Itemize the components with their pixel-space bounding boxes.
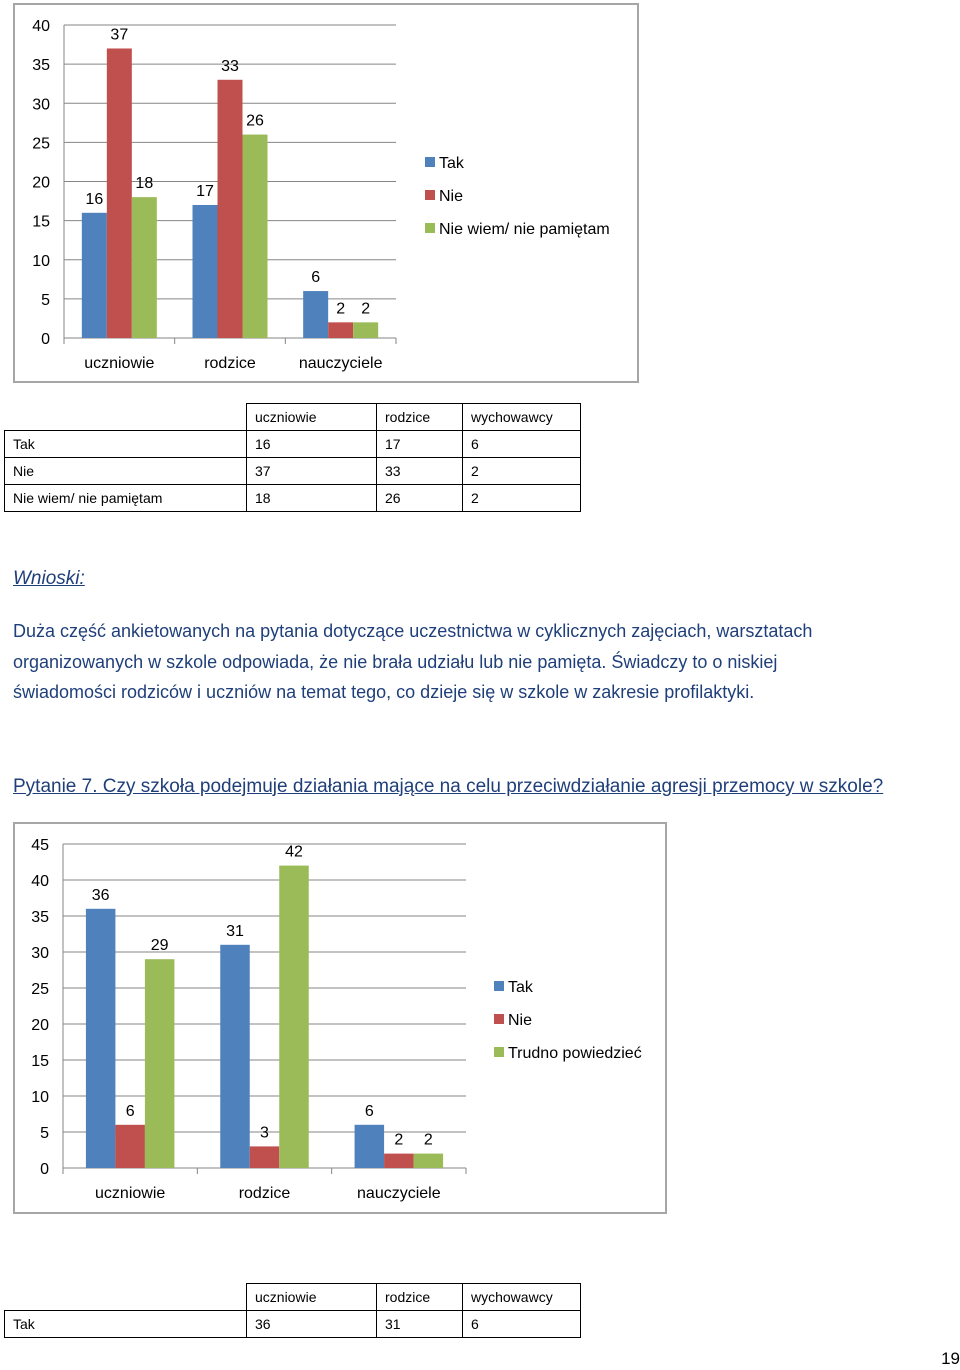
x-category-label: nauczyciele [298, 355, 383, 372]
table-cell: 33 [377, 458, 463, 485]
y-tick-label: 10 [32, 252, 50, 270]
y-tick-label: 15 [31, 1053, 49, 1070]
y-tick-label: 20 [32, 174, 50, 192]
table-header-cell: uczniowie [247, 404, 377, 431]
table-header-cell: uczniowie [247, 1284, 377, 1311]
bar-tak [303, 291, 328, 338]
data-table-aggression-prevention [4, 1283, 581, 1338]
y-tick-label: 15 [32, 213, 50, 231]
x-category-label: uczniowie [95, 1185, 166, 1202]
data-label: 31 [226, 922, 244, 940]
data-label: 2 [394, 1131, 404, 1149]
legend-swatch [494, 1047, 504, 1057]
data-label: 18 [135, 175, 154, 193]
y-tick-label: 20 [31, 1017, 49, 1034]
table-cell: 17 [377, 431, 463, 458]
table-cell: 2 [463, 458, 581, 485]
bar-nie [115, 1125, 144, 1168]
data-label: 16 [85, 190, 104, 208]
conclusions-paragraph [13, 616, 943, 708]
chart-participation-svg [15, 5, 637, 381]
legend-label: Nie [508, 1012, 533, 1029]
x-category-label: uczniowie [84, 355, 155, 372]
table-cell: 31 [377, 1311, 463, 1338]
y-tick-label: 35 [32, 57, 50, 75]
conclusions-line: świadomości rodziców i uczniów na temat tego, co dzieje się w szkole w zakresie profilaktyki. [13, 682, 755, 702]
table-cell: 18 [247, 485, 377, 512]
conclusions-heading: Wnioski: [13, 568, 85, 589]
data-label: 42 [285, 843, 303, 861]
table-cell: 2 [463, 485, 581, 512]
table-row [5, 458, 581, 485]
bar-tak [193, 205, 218, 338]
table-cell: 37 [247, 458, 377, 485]
y-tick-label: 30 [31, 945, 49, 962]
legend-swatch [494, 1014, 504, 1024]
table-header-cell: wychowawcy [463, 1284, 581, 1311]
bar-tak [355, 1125, 385, 1168]
legend-swatch [425, 157, 435, 167]
legend-label: Nie wiem/ nie pamiętam [439, 221, 610, 238]
data-label: 33 [221, 57, 239, 75]
bar-nie [250, 1146, 280, 1168]
data-label: 36 [91, 886, 110, 904]
legend-swatch [494, 981, 504, 991]
y-tick-label: 30 [32, 96, 50, 114]
y-tick-label: 5 [40, 1125, 49, 1142]
data-label: 26 [246, 112, 264, 130]
data-label: 6 [364, 1102, 374, 1120]
bar-tak [220, 945, 250, 1168]
table-row [5, 1311, 581, 1338]
x-category-label: nauczyciele [357, 1185, 441, 1202]
table-header-cell: rodzice [377, 1284, 463, 1311]
y-tick-label: 0 [40, 1161, 49, 1178]
table-cell: 6 [463, 1311, 581, 1338]
bar-trudno-powiedzieć [279, 866, 309, 1168]
bar-nie-wiem-nie-pamiętam [243, 135, 268, 338]
table-cell: 6 [463, 431, 581, 458]
legend-swatch [425, 223, 435, 233]
bar-trudno-powiedzieć [145, 959, 175, 1168]
chart-participation [13, 3, 639, 383]
bar-nie [107, 48, 132, 338]
bar-trudno-powiedzieć [414, 1154, 444, 1168]
table-cell: 26 [377, 485, 463, 512]
data-label: 2 [423, 1131, 433, 1149]
y-tick-label: 40 [32, 18, 50, 35]
data-label: 2 [361, 300, 371, 318]
y-tick-label: 10 [31, 1089, 49, 1106]
conclusions-line: organizowanych w szkole odpowiada, że nie brała udziału lub nie pamięta. Świadczy to o niskiej [13, 651, 778, 672]
y-tick-label: 40 [31, 873, 49, 890]
y-tick-label: 0 [41, 331, 50, 348]
legend-label: Tak [439, 155, 464, 172]
y-tick-label: 25 [31, 981, 49, 998]
bar-tak [86, 909, 116, 1168]
table-row-label: Nie wiem/ nie pamiętam [5, 485, 247, 512]
bar-nie-wiem-nie-pamiętam [132, 197, 157, 338]
x-category-label: rodzice [238, 1185, 291, 1202]
data-label: 2 [336, 300, 346, 318]
data-label: 29 [150, 937, 169, 955]
bar-tak [82, 213, 107, 338]
bar-nie [218, 80, 243, 338]
chart-aggression-prevention-svg [15, 824, 665, 1212]
legend-label: Tak [508, 979, 533, 996]
data-label: 6 [125, 1102, 135, 1120]
table-cell: 36 [247, 1311, 377, 1338]
table-row-label: Tak [5, 431, 247, 458]
y-tick-label: 5 [41, 291, 50, 309]
x-category-label: rodzice [204, 355, 256, 372]
legend-label: Trudno powiedzieć [508, 1045, 642, 1062]
data-label: 37 [110, 26, 129, 44]
table-header-cell: wychowawcy [463, 404, 581, 431]
question-heading: Pytanie 7. Czy szkoła podejmuje działania mające na celu przeciwdziałanie agresji przemocy w szkole? [13, 776, 884, 797]
data-label: 3 [260, 1124, 269, 1142]
table-header-row [5, 404, 581, 431]
table-row [5, 485, 581, 512]
table-row-label: Nie [5, 458, 247, 485]
data-label: 6 [311, 269, 321, 287]
y-tick-label: 45 [31, 837, 49, 854]
page-number: 19 [941, 1349, 960, 1368]
y-tick-label: 35 [31, 909, 49, 926]
table-header-cell: rodzice [377, 404, 463, 431]
table-row-label: Tak [5, 1311, 247, 1338]
legend-swatch [425, 190, 435, 200]
y-tick-label: 25 [32, 135, 50, 153]
bar-nie-wiem-nie-pamiętam [353, 322, 378, 338]
table-row [5, 431, 581, 458]
data-table-participation [4, 403, 581, 512]
conclusions-line: Duża część ankietowanych na pytania dotyczące uczestnictwa w cyklicznych zajęciach, warsztatach [13, 621, 813, 641]
table-header-cell [5, 404, 247, 431]
table-cell: 16 [247, 431, 377, 458]
chart-aggression-prevention [13, 822, 667, 1214]
bar-nie [384, 1154, 414, 1168]
legend-label: Nie [439, 188, 464, 205]
bar-nie [328, 322, 353, 338]
data-label: 17 [196, 182, 214, 200]
table-header-cell [5, 1284, 247, 1311]
table-header-row [5, 1284, 581, 1311]
